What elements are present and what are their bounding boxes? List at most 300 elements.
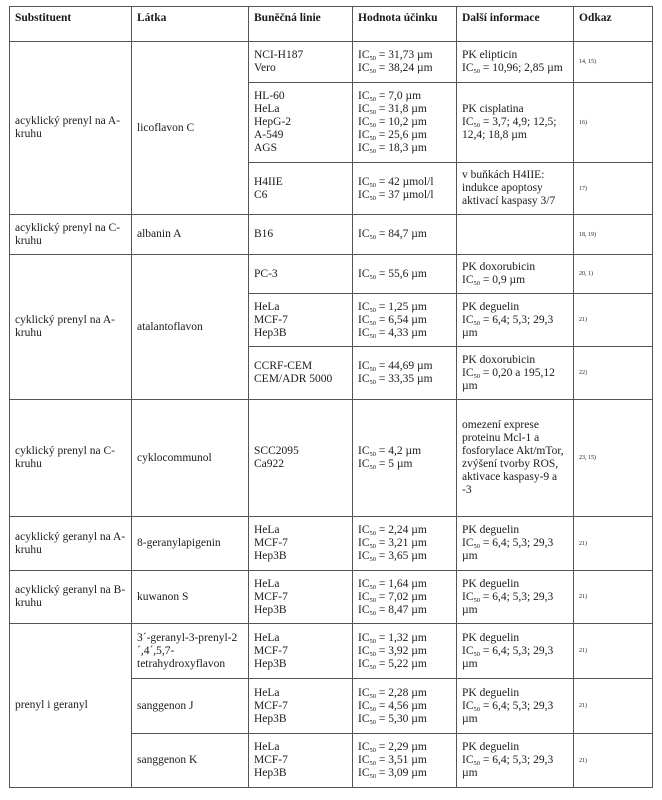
info-cell: [457, 83, 574, 163]
cell-line-name: MCF-7: [254, 754, 288, 766]
ic-label: IC: [358, 577, 370, 590]
effect-value-number: = 42 µmol/l: [376, 175, 434, 188]
cell-line-name: Ca922: [254, 458, 285, 470]
effect-values: [353, 255, 457, 294]
ic-subscript: 50: [369, 148, 376, 155]
effect-value: [358, 754, 451, 767]
ic-subscript: 50: [369, 273, 376, 281]
ic-label: IC: [358, 524, 370, 536]
ic-label: IC: [358, 603, 370, 616]
info-ic-value: = 6,4; 5,3; 29,3 µm: [462, 537, 554, 562]
effect-value: [358, 524, 451, 537]
ic-subscript: 50: [369, 650, 376, 658]
ic-subscript: 50: [369, 663, 376, 671]
effect-value: [358, 658, 451, 671]
effect-value-number: = 37 µmol/l: [376, 188, 434, 201]
reference-number: 16): [579, 119, 587, 126]
reference-number: 17): [579, 185, 587, 192]
effect-value-number: = 3,09 µm: [376, 767, 427, 779]
effect-value: [358, 767, 451, 780]
info-text: PK elipticin: [462, 49, 518, 61]
ic-subscript: 50: [369, 718, 376, 726]
cell-line-name: HeLa: [254, 577, 280, 590]
cell-lines: [249, 624, 353, 679]
cell-line-name: Hep3B: [254, 603, 287, 616]
ic-label: IC: [462, 366, 474, 379]
effect-value: [358, 116, 451, 129]
ic-subscript: 50: [369, 464, 376, 471]
ic-subscript: 50: [473, 543, 480, 550]
cell-lines: [249, 294, 353, 347]
reference-number: 14, 15): [579, 59, 596, 65]
effect-value: [358, 632, 451, 645]
effect-value: [358, 327, 451, 340]
effect-value-number: = 1,64 µm: [376, 577, 427, 590]
cell-line-name: MCF-7: [254, 644, 288, 657]
header-substituent: Substituent: [10, 7, 132, 42]
header-latka: Látka: [132, 7, 249, 42]
effect-value-number: = 5 µm: [376, 458, 413, 470]
effect-value-number: = 3,92 µm: [376, 644, 427, 657]
ic-label: IC: [358, 373, 370, 385]
info-text: PK doxorubicin: [462, 261, 536, 273]
cell-line-name: PC-3: [254, 267, 278, 280]
effect-value-number: = 4,56 µm: [376, 699, 427, 712]
ic-label: IC: [358, 590, 370, 603]
ic-label: IC: [462, 644, 474, 657]
info-cell: [457, 400, 574, 517]
info-text: PK doxorubicin: [462, 353, 536, 366]
ic-label: IC: [358, 228, 370, 240]
reference-number: 21): [579, 648, 587, 654]
substituent-cell: acyklický geranyl na B-kruhu: [10, 571, 132, 624]
info-cell: [457, 42, 574, 83]
ic-label: IC: [358, 686, 370, 699]
effect-value-number: = 25,6 µm: [376, 129, 427, 141]
info-text: v buňkách H4IIE: indukce apoptosy aktivací kaspasy 3/7: [462, 169, 556, 207]
info-text: PK deguelin: [462, 686, 520, 699]
effect-value-number: = 3,51 µm: [376, 754, 427, 766]
ic-label: IC: [358, 129, 370, 141]
reference-cell: [574, 624, 653, 679]
header-linie: Buněčná linie: [249, 7, 353, 42]
cell-lines: [249, 734, 353, 788]
cell-lines: [249, 679, 353, 734]
info-cell: [457, 163, 574, 215]
effect-value-number: = 4,33 µm: [376, 326, 427, 339]
ic-subscript: 50: [369, 306, 376, 314]
compound-cell: 3´-geranyl-3-prenyl-2´,4´,5,7-tetrahydroxyflavon: [132, 624, 249, 679]
ic-label: IC: [462, 699, 474, 712]
table-row: [10, 215, 653, 255]
effect-values: [353, 734, 457, 788]
ic-label: IC: [358, 175, 370, 188]
cell-line-name: Hep3B: [254, 326, 287, 339]
effect-value: [358, 228, 451, 241]
effect-value: [358, 189, 451, 202]
table-row: [10, 400, 653, 517]
header-odkaz: Odkaz: [574, 7, 653, 42]
info-cell: [457, 255, 574, 294]
ic-subscript: 50: [369, 109, 376, 116]
reference-number: 23, 15): [579, 455, 596, 461]
ic-subscript: 50: [473, 68, 480, 75]
info-cell: [457, 294, 574, 347]
reference-cell: [574, 679, 653, 734]
effect-value-number: = 31,8 µm: [376, 103, 427, 115]
cell-line-name: HepG-2: [254, 116, 292, 128]
effect-value: [358, 142, 451, 155]
effect-value-number: = 55,6 µm: [376, 267, 427, 280]
reference-cell: [574, 734, 653, 788]
info-ic-value: = 0,9 µm: [480, 274, 526, 286]
info-cell: [457, 347, 574, 400]
substituent-cell: acyklický geranyl na A-kruhu: [10, 517, 132, 571]
info-text: omezení exprese proteinu Mcl-1 a fosforylace Akt/mTor, zvýšení tvorby ROS, aktivace kaspasy-9 a -3: [462, 419, 564, 496]
cell-line-name: HeLa: [254, 300, 280, 313]
effect-value: [358, 176, 451, 189]
ic-subscript: 50: [369, 530, 376, 537]
substituent-cell: prenyl i geranyl: [10, 624, 132, 788]
flavonoid-cytotoxicity-table: [9, 6, 653, 788]
compound-cell: sanggenon J: [132, 679, 249, 734]
ic-label: IC: [358, 631, 370, 644]
effect-value: [358, 700, 451, 713]
reference-cell: [574, 215, 653, 255]
ic-subscript: 50: [369, 379, 376, 386]
substituent-cell: cyklický prenyl na C-kruhu: [10, 400, 132, 517]
cell-line-name: AGS: [254, 142, 278, 154]
ic-label: IC: [358, 741, 370, 753]
cell-line-name: HeLa: [254, 686, 280, 699]
compound-cell: 8-geranylapigenin: [132, 517, 249, 571]
reference-cell: [574, 42, 653, 83]
ic-label: IC: [358, 712, 370, 725]
header-ucinek: Hodnota účinku: [353, 7, 457, 42]
effect-value-number: = 33,35 µm: [376, 373, 433, 385]
reference-number: 18, 19): [579, 231, 596, 238]
effect-value: [358, 550, 451, 563]
ic-subscript: 50: [473, 705, 480, 713]
ic-subscript: 50: [369, 596, 376, 604]
reference-cell: [574, 294, 653, 347]
info-text: PK deguelin: [462, 524, 520, 536]
ic-subscript: 50: [369, 637, 376, 645]
ic-label: IC: [358, 49, 370, 61]
info-text: PK cisplatina: [462, 103, 524, 115]
reference-cell: [574, 400, 653, 517]
ic-subscript: 50: [473, 650, 480, 658]
effect-value-number: = 31,73 µm: [376, 49, 433, 61]
effect-value: [358, 62, 451, 75]
effect-value: [358, 360, 451, 373]
ic-label: IC: [462, 754, 474, 766]
effect-value: [358, 687, 451, 700]
ic-subscript: 50: [473, 280, 480, 287]
ic-label: IC: [462, 62, 474, 74]
ic-subscript: 50: [369, 122, 376, 129]
reference-cell: [574, 571, 653, 624]
ic-subscript: 50: [369, 583, 376, 591]
cell-line-name: MCF-7: [254, 699, 288, 712]
substituent-cell: cyklický prenyl na A-kruhu: [10, 255, 132, 400]
effect-values: [353, 400, 457, 517]
info-ic-value: = 3,7; 4,9; 12,5; 12,4; 18,8 µm: [462, 116, 557, 141]
ic-label: IC: [358, 754, 370, 766]
ic-subscript: 50: [369, 609, 376, 617]
ic-label: IC: [358, 326, 370, 339]
effect-value: [358, 129, 451, 142]
effect-value-number: = 84,7 µm: [376, 228, 427, 240]
effect-values: [353, 294, 457, 347]
effect-value: [358, 314, 451, 327]
ic-subscript: 50: [369, 55, 376, 62]
effect-value-number: = 5,30 µm: [376, 712, 427, 725]
cell-line-name: H4IIE: [254, 175, 283, 188]
reference-number: 21): [579, 594, 587, 600]
substituent-cell: acyklický prenyl na C-kruhu: [10, 215, 132, 255]
compound-cell: albanin A: [132, 215, 249, 255]
effect-value: [358, 445, 451, 458]
reference-number: 20, 1): [579, 271, 593, 277]
effect-value: [358, 301, 451, 314]
ic-subscript: 50: [369, 747, 376, 754]
effect-value-number: = 5,22 µm: [376, 657, 427, 670]
cell-line-name: HeLa: [254, 103, 280, 115]
cell-line-name: CCRF-CEM: [254, 360, 313, 372]
compound-cell: cyklocommunol: [132, 400, 249, 517]
info-text: PK deguelin: [462, 741, 520, 753]
cell-line-name: HL-60: [254, 90, 285, 102]
ic-subscript: 50: [369, 556, 376, 563]
compound-cell: licoflavon C: [132, 42, 249, 215]
effect-values: [353, 624, 457, 679]
ic-label: IC: [358, 550, 370, 562]
cell-line-name: HeLa: [254, 524, 280, 536]
effect-values: [353, 83, 457, 163]
cell-lines: [249, 400, 353, 517]
effect-value: [358, 645, 451, 658]
effect-value: [358, 103, 451, 116]
effect-value-number: = 2,29 µm: [376, 741, 427, 753]
ic-subscript: 50: [473, 596, 480, 604]
ic-label: IC: [358, 267, 370, 280]
table-row: [10, 255, 653, 294]
cell-line-name: CEM/ADR 5000: [254, 373, 333, 385]
info-text: PK deguelin: [462, 577, 520, 590]
ic-subscript: 50: [473, 319, 480, 327]
effect-value-number: = 4,2 µm: [376, 445, 422, 457]
effect-values: [353, 163, 457, 215]
ic-label: IC: [358, 142, 370, 154]
ic-label: IC: [462, 537, 474, 549]
effect-value-number: = 3,21 µm: [376, 537, 427, 549]
table-row: [10, 517, 653, 571]
compound-cell: atalantoflavon: [132, 255, 249, 400]
cell-line-name: Hep3B: [254, 657, 287, 670]
reference-number: 21): [579, 757, 587, 764]
table-row: [10, 42, 653, 83]
substituent-cell: acyklický prenyl na A-kruhu: [10, 42, 132, 215]
effect-value-number: = 18,3 µm: [376, 142, 427, 154]
reference-number: 21): [579, 540, 587, 547]
cell-lines: [249, 163, 353, 215]
ic-label: IC: [358, 90, 370, 102]
effect-values: [353, 42, 457, 83]
effect-values: [353, 347, 457, 400]
cell-lines: [249, 42, 353, 83]
effect-value: [358, 458, 451, 471]
effect-value-number: = 2,24 µm: [376, 524, 427, 536]
ic-subscript: 50: [369, 234, 376, 241]
info-ic-value: = 6,4; 5,3; 29,3 µm: [462, 699, 554, 725]
ic-subscript: 50: [369, 773, 376, 780]
effect-values: [353, 679, 457, 734]
info-text: PK deguelin: [462, 631, 520, 644]
info-cell: [457, 679, 574, 734]
ic-subscript: 50: [369, 319, 376, 327]
ic-subscript: 50: [369, 194, 376, 202]
effect-value: [358, 578, 451, 591]
effect-value: [358, 268, 451, 281]
ic-label: IC: [358, 360, 370, 372]
ic-label: IC: [358, 657, 370, 670]
ic-label: IC: [358, 116, 370, 128]
cell-line-name: NCI-H187: [254, 49, 304, 61]
header-dalsi: Další informace: [457, 7, 574, 42]
cell-lines: [249, 215, 353, 255]
cell-lines: [249, 347, 353, 400]
ic-label: IC: [462, 116, 474, 128]
info-cell: [457, 517, 574, 571]
effect-value-number: = 1,25 µm: [376, 300, 427, 313]
ic-subscript: 50: [473, 372, 480, 380]
ic-subscript: 50: [369, 332, 376, 340]
cell-line-name: MCF-7: [254, 590, 288, 603]
cell-line-name: HeLa: [254, 741, 280, 753]
info-cell: [457, 571, 574, 624]
ic-subscript: 50: [369, 543, 376, 550]
cell-line-name: MCF-7: [254, 537, 288, 549]
ic-label: IC: [358, 458, 370, 470]
cell-line-name: B16: [254, 228, 274, 240]
reference-cell: [574, 517, 653, 571]
effect-value-number: = 7,02 µm: [376, 590, 427, 603]
info-cell: [457, 215, 574, 255]
ic-label: IC: [462, 590, 474, 603]
info-ic-value: = 6,4; 5,3; 29,3 µm: [462, 754, 554, 779]
reference-cell: [574, 83, 653, 163]
ic-label: IC: [358, 767, 370, 779]
effect-value: [358, 713, 451, 726]
ic-subscript: 50: [369, 96, 376, 103]
ic-label: IC: [358, 537, 370, 549]
info-cell: [457, 624, 574, 679]
ic-subscript: 50: [369, 692, 376, 700]
ic-subscript: 50: [369, 68, 376, 75]
effect-values: [353, 517, 457, 571]
effect-value-number: = 3,65 µm: [376, 550, 427, 562]
ic-label: IC: [462, 313, 474, 326]
reference-cell: [574, 347, 653, 400]
info-ic-value: = 6,4; 5,3; 29,3 µm: [462, 590, 554, 616]
cell-line-name: Hep3B: [254, 767, 287, 779]
info-ic-value: = 6,4; 5,3; 29,3 µm: [462, 313, 554, 339]
ic-subscript: 50: [473, 122, 480, 129]
effect-values: [353, 215, 457, 255]
cell-line-name: Vero: [254, 62, 276, 74]
cell-line-name: SCC2095: [254, 445, 299, 457]
reference-cell: [574, 255, 653, 294]
cell-lines: [249, 83, 353, 163]
ic-label: IC: [358, 103, 370, 115]
ic-label: IC: [358, 445, 370, 457]
cell-line-name: A-549: [254, 129, 284, 141]
reference-cell: [574, 163, 653, 215]
cell-lines: [249, 255, 353, 294]
compound-cell: sanggenon K: [132, 734, 249, 788]
ic-label: IC: [358, 188, 370, 201]
effect-value-number: = 1,32 µm: [376, 631, 427, 644]
cell-line-name: C6: [254, 188, 268, 201]
reference-number: 21): [579, 317, 587, 323]
header-row: [10, 7, 653, 42]
effect-values: [353, 571, 457, 624]
effect-value-number: = 7,0 µm: [376, 90, 422, 102]
cell-line-name: HeLa: [254, 631, 280, 644]
effect-value: [358, 90, 451, 103]
cell-line-name: Hep3B: [254, 550, 287, 562]
effect-value-number: = 44,69 µm: [376, 360, 433, 372]
effect-value-number: = 10,2 µm: [376, 116, 427, 128]
cell-line-name: Hep3B: [254, 712, 287, 725]
info-ic-value: = 0,20 a 195,12 µm: [462, 366, 555, 392]
table-row: [10, 571, 653, 624]
effect-value-number: = 8,47 µm: [376, 603, 427, 616]
effect-value-number: = 38,24 µm: [376, 62, 433, 74]
effect-value: [358, 591, 451, 604]
ic-subscript: 50: [369, 760, 376, 767]
effect-value: [358, 49, 451, 62]
effect-value: [358, 537, 451, 550]
ic-subscript: 50: [369, 451, 376, 458]
ic-subscript: 50: [369, 181, 376, 189]
effect-value-number: = 2,28 µm: [376, 686, 427, 699]
ic-subscript: 50: [369, 366, 376, 373]
effect-value: [358, 741, 451, 754]
reference-number: 22): [579, 370, 587, 376]
info-text: PK deguelin: [462, 300, 520, 313]
ic-subscript: 50: [369, 135, 376, 142]
ic-label: IC: [358, 300, 370, 313]
cell-lines: [249, 517, 353, 571]
ic-label: IC: [358, 62, 370, 74]
effect-value-number: = 6,54 µm: [376, 313, 427, 326]
info-ic-value: = 10,96; 2,85 µm: [480, 62, 563, 74]
info-ic-value: = 6,4; 5,3; 29,3 µm: [462, 644, 554, 670]
table-row: [10, 624, 653, 679]
ic-label: IC: [358, 699, 370, 712]
ic-label: IC: [462, 274, 474, 286]
ic-subscript: 50: [369, 705, 376, 713]
cell-line-name: MCF-7: [254, 313, 288, 326]
cell-lines: [249, 571, 353, 624]
effect-value: [358, 604, 451, 617]
ic-label: IC: [358, 313, 370, 326]
ic-label: IC: [358, 644, 370, 657]
effect-value: [358, 373, 451, 386]
compound-cell: kuwanon S: [132, 571, 249, 624]
